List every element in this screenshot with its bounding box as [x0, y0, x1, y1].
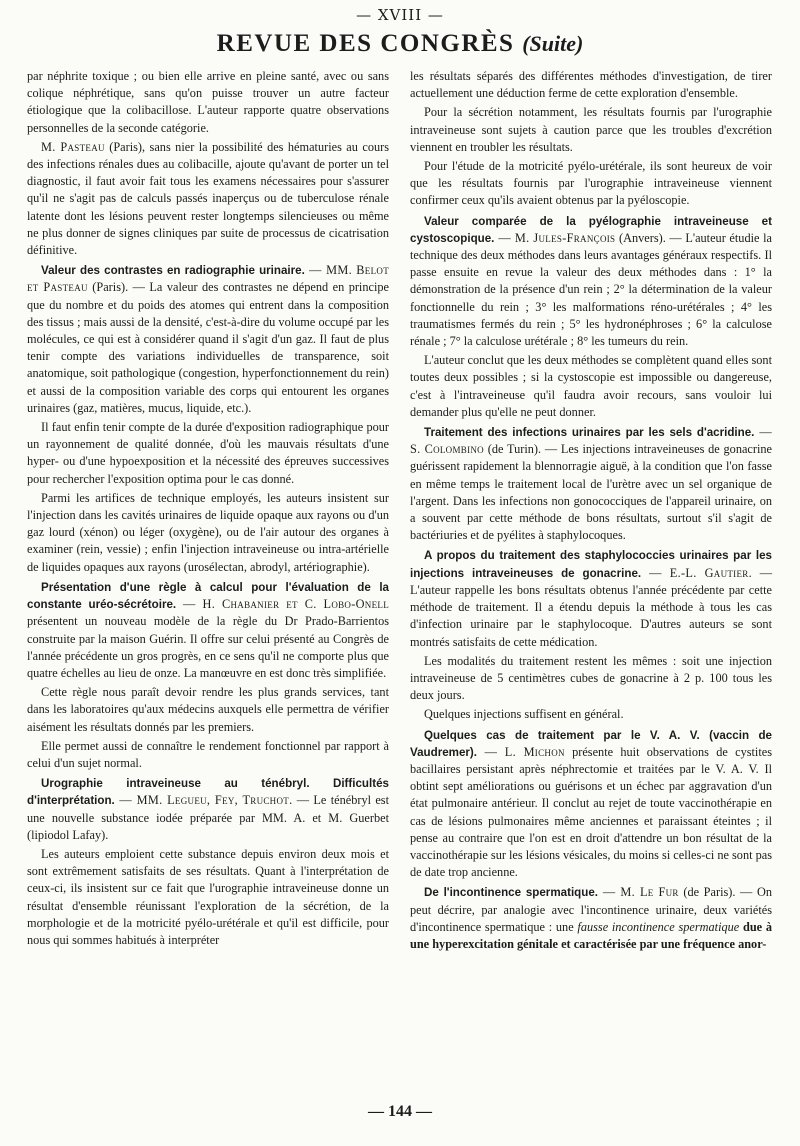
section-title: Quelques cas de traitement par le V. A. V. (vaccin de Vaudremer).: [410, 728, 772, 759]
journal-title-suite: (Suite): [522, 31, 584, 56]
right-column: [410, 68, 772, 955]
paragraph: par néphrite toxique ; ou bien elle arrive en pleine santé, avec ou sans colique néphrétique, sans qu'on puisse trouver un autre facteur étiologique que la colibacillose. L'auteur rapporte quatre observations personnelles de la seconde catégorie.: [27, 69, 389, 135]
paragraph: Les auteurs emploient cette substance depuis environ deux mois et sont extrêmement satisfaits de ses résultats. Quant à l'interprétation de ceux-ci, ils insistent sur ce fait que l'urographie intraveineuse donne un résultat d'ensemble réunissant l'exploration de la sécrétion, de la morphologie et de la motricité pyélo-urétérale et qu'il est difficile, pour nous qui sommes habitués à interpréter: [27, 846, 389, 947]
journal-title: [0, 30, 800, 58]
paragraph: les résultats séparés des différentes méthodes d'investigation, de tirer actuellement une déduction ferme de cette exploration d'ensemble.: [410, 69, 772, 101]
page-roman-numeral: — XVIII —: [356, 6, 444, 24]
journal-title-text: REVUE DES CONGRÈS: [216, 30, 515, 57]
section-authors: — MM. Legueu, Fey, Truchot.: [114, 793, 293, 808]
section-title: Valeur des contrastes en radiographie urinaire.: [41, 264, 305, 278]
section-authors: — S. Colombino: [410, 425, 772, 457]
paragraph: M. Pasteau (Paris), sans nier la possibilité des hématuries au cours des infections rénales dues au colibacille, ajoute qu'avant de porter un tel diagnostic, il faut avoir fait tous les examens nécessaires pour s'assurer qu'il ne s'agit pas de calculs passés inaperçus ou de tuberculose rénale latente dont les lésions peuvent rester longtemps silencieuses ou même ne plus donner de signes cliniques par suite de processus de cicatrisation définitive.: [27, 139, 389, 258]
emphasis: fausse incontinence spermatique: [577, 919, 740, 934]
paragraph: Quelques injections suffisent en général.: [424, 707, 624, 722]
section-title: Présentation d'une règle à calcul pour l'évaluation de la constante uréo-sécrétoire.: [27, 580, 389, 612]
paragraph: Il faut enfin tenir compte de la durée d'exposition radiographique pour un rayonnement de qualité donnée, d'où les mauvais résultats d'une hyper- ou d'une hypoexposition et la nécessité des épreuves successives pour rechercher l'exposition optima pour le cas donné.: [27, 420, 389, 486]
paragraph: Les modalités du traitement restent les mêmes : soit une injection intraveineuse de 5 centimètres cubes de gonacrine à 2 p. 100 tous les deux jours.: [410, 653, 772, 703]
section-entry: Quelques cas de traitement par le V. A. V. (vaccin de Vaudremer). — L. Michon présente huit observations de cystites bacillaires persistant après néphrectomie et traitées par le V. A. V. Il obtint sept améliorations ou guérisons et un échec par aggravation d'un état pulmonaire antérieur. Il conclut au rejet de toute vaccinothérapie en cas de lésions pulmonaires même anciennes et paraissant éteintes ; il pense au contraire que l'on est en droit d'attendre un bon résultat de la vaccinothérapie sur les lésions vésicales, du moins si celles-ci ne sont pas de date trop ancienne.: [410, 728, 773, 880]
section-entry: Traitement des infections urinaires par les sels d'acridine. — S. Colombino (de Turin). — Les injections intraveineuses de gonacrine guérissent rapidement la blennorragie aiguë, à la condition que l'on fasse en même temps le traitement local de l'urètre avec un sel organique de l'argent. Dans les infections non gonococciques de l'appareil urinaire, on a souvent par cette méthode de bons résultats, surtout s'il s'agit de bactériuries et de pyélites à staphylocoques.: [410, 425, 773, 543]
section-title: De l'incontinence spermatique.: [424, 886, 598, 900]
section-entry: Valeur comparée de la pyélographie intraveineuse et cystoscopique. — M. Jules-François (Anvers). — L'auteur étudie la technique des deux méthodes dans leurs avantages généraux respectifs. Il passe ensuite en revue la valeur des deux méthodes dans : 1° la démonstration de la présence d'un rein ; 2° la détermination de la valeur fonctionnelle du rein ; 3° les malformations réno-urétérales ; 4° les traumatismes fermés du rein ; 5° les hydronéphroses ; 6° la calculose rénale ; 7° la calculose urétérale ; 8° les tumeurs du rein.: [410, 214, 772, 349]
section-authors: — L. Michon: [477, 744, 565, 759]
section-authors: — MM. Belot et Pasteau: [27, 263, 389, 295]
section-entry: De l'incontinence spermatique. — M. Le Fur (de Paris). — On peut décrire, par analogie avec l'incontinence urinaire, deux variétés d'incontinence spermatique : une fausse incontinence spermatique due à une hyperexcitation génitale et caractérisée par une fréquence anor-: [410, 885, 773, 951]
paragraph: Pour la sécrétion notamment, les résultats fournis par l'urographie intraveineuse sont sujets à caution parce que les troubles d'excrétion viennent en troubler les résultats.: [410, 105, 772, 154]
section-entry: Urographie intraveineuse au ténébryl. Difficultés d'interprétation. — MM. Legueu, Fey, Truchot. — Le ténébryl est une nouvelle substance iodée préparée par MM. A. et M. Guerbet (lipiodol Lafay).: [27, 777, 390, 842]
section-title: Urographie intraveineuse au ténébryl. Difficultés d'interprétation.: [27, 777, 389, 808]
section-entry: Valeur des contrastes en radiographie urinaire. — MM. Belot et Pasteau (Paris). — La valeur des contrastes ne dépend en principe que du nombre et du poids des atomes qui entrent dans la composition des tissus ; mais aussi de la densité, c'est-à-dire du volume occupé par les molécules, ce qui est à considérer quand il s'agit d'un gaz. Il faut de plus tenir compte des variations individuelles de transparence, soit anatomique, soit pathologique (congestion, hyperfonctionnement du rein) et aussi de la composition variable des corps qui entourent les organes urinaires (gaz, matières, mucus, liquide, etc.).: [27, 263, 389, 415]
left-column: [27, 68, 389, 951]
section-entry: Présentation d'une règle à calcul pour l'évaluation de la constante uréo-sécrétoire. — H. Chabanier et C. Lobo-Onell présentent un nouveau modèle de la règle du Dr Prado-Barrientos construite par la maison Guérin. Il offre sur celui présenté au Congrès de l'année précédente un gros progrès, en ce sens qu'il ne comporte plus que quatre échelles au lieu de onze. La manœuvre en est donc très simplifiée.: [27, 580, 389, 680]
paragraph: Elle permet aussi de connaître le rendement fonctionnel par rapport à celui d'un sujet normal.: [27, 738, 389, 770]
paragraph: L'auteur conclut que les deux méthodes se complètent quand elles sont toutes deux possibles ; si la cystoscopie est impossible ou dangereuse, c'est à l'intraveineuse qu'il faudra avoir recours, sans vouloir lui demander plus qu'elle ne peut donner.: [410, 353, 772, 419]
section-entry: A propos du traitement des staphylococcies urinaires par les injections intraveineuses de gonacrine. — E.-L. Gautier. — L'auteur rappelle les bons résultats obtenus l'année précédente par cette méthode de traitement. Il a étendu depuis la méthode à tous les cas d'infection urinaire par le staphylocoque. D'autres auteurs se sont montrés satisfaits de cette médication.: [410, 549, 772, 649]
section-authors: — E.-L. Gautier.: [641, 565, 752, 580]
paragraph: Pour l'étude de la motricité pyélo-urétérale, ils sont heureux de voir que les résultats fournis par l'urographie intraveineuse viennent confirmer ceux qu'ils avaient obtenus par la pyéloscopie.: [410, 159, 772, 208]
section-title: Traitement des infections urinaires par les sels d'acridine.: [424, 426, 755, 440]
section-authors: — H. Chabanier et C. Lobo-Onell: [176, 597, 389, 612]
section-authors: — M. Jules-François: [494, 230, 616, 245]
author-name: M. Pasteau: [41, 139, 105, 154]
section-title: A propos du traitement des staphylococcies urinaires par les injections intraveineuses de gonacrine.: [410, 549, 772, 580]
page-number: — 144 —: [368, 1103, 432, 1120]
section-title: Valeur comparée de la pyélographie intraveineuse et cystoscopique.: [410, 214, 772, 245]
paragraph: Parmi les artifices de technique employés, les auteurs insistent sur l'injection dans les cavités urinaires de liquide opaque aux rayons ou d'un gaz lourd (xénon) ou léger (oxygène), ou de l'air autour des organes à examiner (rein, vessie) ; enfin l'injection intraveineuse ou intra-artérielle de liquides opaques aux rayons (urosélectan, abrodyl, artériographie).: [27, 490, 389, 574]
section-authors: — M. Le Fur: [598, 885, 679, 900]
paragraph: Cette règle nous paraît devoir rendre les plus grands services, tant dans les laboratoires qu'aux médecins auxquels elle permettra de vérifier aisément les résultats donnés par les premiers.: [27, 685, 389, 734]
